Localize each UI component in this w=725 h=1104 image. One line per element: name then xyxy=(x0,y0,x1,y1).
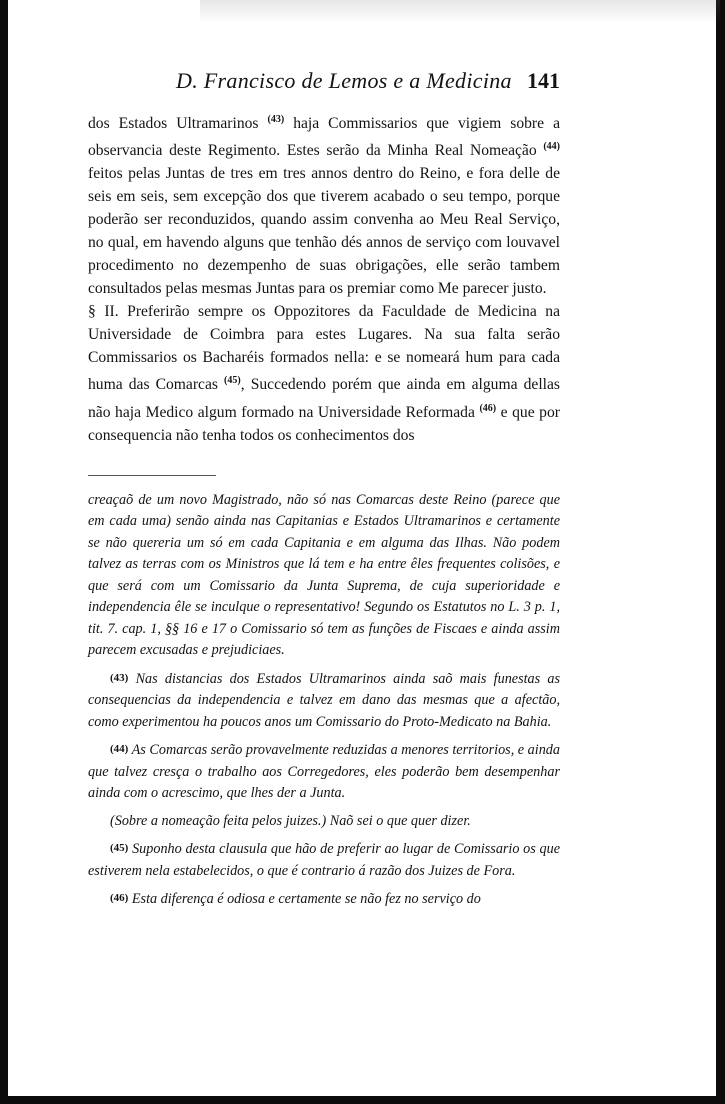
running-title: D. Francisco de Lemos e a Medicina xyxy=(176,68,512,93)
footnote-text: Suponho desta clausula que hão de preferir ao lugar de Comissario os que estiverem nela estabelecidos, o que é contrario á razão dos Juizes de Fora. xyxy=(88,841,561,879)
footnote-number: (45) xyxy=(110,842,129,855)
paragraph-2 xyxy=(88,300,560,446)
footnote-ref-44: (44) xyxy=(543,141,560,153)
footnote-number: (44) xyxy=(110,743,129,756)
scan-border-left xyxy=(0,0,8,1104)
main-text xyxy=(88,108,560,447)
footnote-text: Esta diferença é odiosa e certamente se não fez no serviço do xyxy=(131,891,481,908)
book-page xyxy=(88,60,560,917)
footnote-ref-45: (45) xyxy=(224,375,241,387)
text-run: , Succedendo porém que ainda em alguma dellas não haja Medico algum formado na Universidade Reformada xyxy=(88,376,560,421)
footnote-divider xyxy=(88,475,216,476)
footnote-text: As Comarcas serão provavelmente reduzidas a menores territorios, e ainda que talvez cresça o trabalho aos Corregedores, eles poderão bem desempenhar ainda com o acrescimo, que lhes der a Junta. xyxy=(88,742,560,802)
footnote-text: Nas distancias dos Estados Ultramarinos ainda saõ mais funestas as consequencias da independencia e talvez em dano das mesmas que a afectão, como experimentou ha poucos anos um Comissario do Proto-Medicato na Bahia. xyxy=(88,670,561,730)
scan-shading xyxy=(200,0,720,24)
footnote-continuation: creaçaõ de um novo Magistrado, não só nas Comarcas deste Reino (parece que em cada uma) senão ainda nas Capitanias e Estados Ultramarinos e certamente se não quereria um só em cada Capitania e em alguma das Ilhas. Não podem talvez as terras com os Ministros que lá tem e ha entre êles frequentes colisões, e que será com um Comissario da Junta Suprema, de cuja superioridade e independencia êle se inculque o representativo! Segundo os Estatutos no L. 3 p. 1, tit. 7. cap. 1, §§ 16 e 17 o Comissario só tem as funções de Fiscaes e ainda assim parecem excusadas e prejudiciaes. xyxy=(88,491,560,659)
footnote-45 xyxy=(88,838,560,882)
page-number: 141 xyxy=(527,68,560,93)
footnote-number: (46) xyxy=(110,892,129,905)
text-run: haja Commissarios que vigiem sobre a observancia deste Regimento. Estes serão da Minha Real Nomeação xyxy=(88,115,560,160)
footnote-ref-46: (46) xyxy=(479,402,497,414)
page-header xyxy=(88,60,560,100)
footnotes xyxy=(88,490,560,911)
footnote-44-extra: (Sobre a nomeação feita pelos juizes.) Naõ sei o que quer dizer. xyxy=(110,812,471,829)
footnote-number: (43) xyxy=(110,671,129,684)
text-run: dos Estados Ultramarinos xyxy=(88,115,259,133)
scan-border-right xyxy=(716,0,725,1104)
scan-border-bottom xyxy=(0,1096,725,1104)
footnote-46 xyxy=(88,888,560,911)
text-run: § II. Preferirão sempre os Oppozitores da Faculdade de Medicina na Universidade de Coimbra para estes Lugares. Na sua falta serão Commissarios os Bacharéis formados nella: e se nomeará hum para cada huma das Comarcas xyxy=(88,303,560,394)
footnote-44 xyxy=(88,739,560,805)
footnote-ref-43: (43) xyxy=(267,114,285,125)
footnote-43 xyxy=(88,668,560,734)
text-run: feitos pelas Juntas de tres em tres annos dentro do Reino, e fora delle de seis em seis, sem excepção dos que tiverem acabado o seu tempo, porque poderão ser reconduzidos, quando assim convenha ao Meu Real Serviço, no qual, em havendo alguns que tenhão dés annos de serviço com louvavel procedimento no dezempenho de suas obrigações, elle serão tambem consultados pelas mesmas Juntas para os premiar como Me parecer justo. xyxy=(88,165,560,298)
text-run: e que por consequencia não tenha todos os conhecimentos dos xyxy=(88,403,560,444)
paragraph-1 xyxy=(88,108,560,300)
